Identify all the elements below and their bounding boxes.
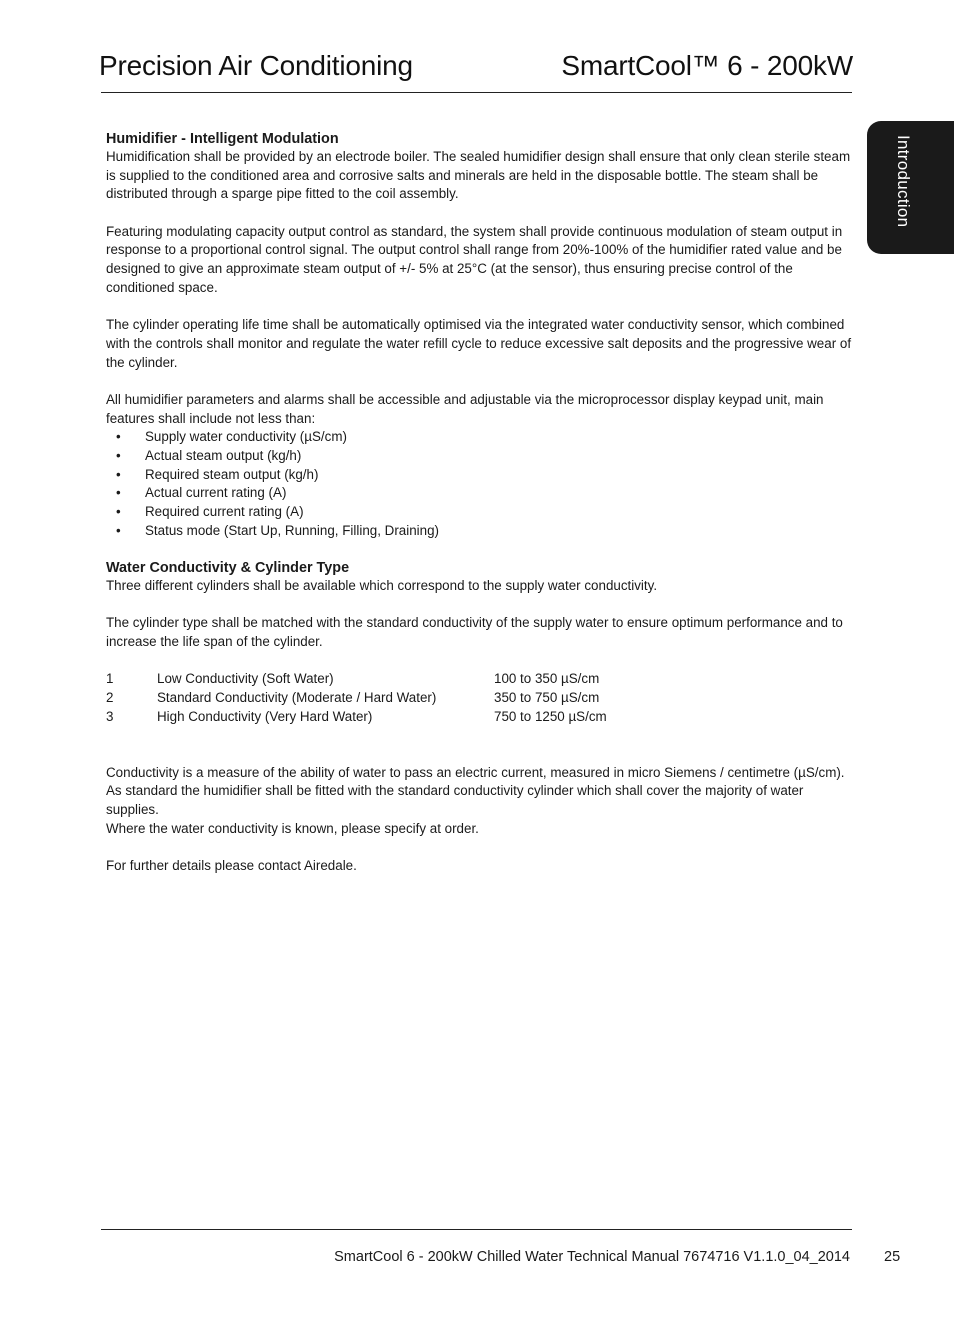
footer-manual-title: SmartCool 6 - 200kW Chilled Water Technical Manual 7674716 V1.1.0_04_2014 (334, 1249, 850, 1265)
features-list (106, 428, 854, 540)
list-item: • Supply water conductivity (µS/cm) (106, 428, 854, 447)
paragraph: Three different cylinders shall be available which correspond to the supply water conductivity. (106, 578, 658, 594)
table-cell-type: High Conductivity (Very Hard Water) (157, 708, 373, 724)
side-tab-label: Introduction (894, 135, 913, 228)
paragraph: The cylinder type shall be matched with the standard conductivity of the supply water to ensure optimum performance and to increase the life span of the cylinder. (106, 615, 843, 650)
table-cell-number: 2 (106, 690, 114, 706)
table-cell-range: 350 to 750 µS/cm (494, 690, 600, 706)
header-left-title: Precision Air Conditioning (99, 50, 413, 81)
list-item: • Required current rating (A) (106, 503, 854, 522)
table-cell-type: Low Conductivity (Soft Water) (157, 671, 334, 687)
header-right-title: SmartCool™ 6 - 200kW (561, 50, 853, 81)
section-heading-humidifier: Humidifier - Intelligent Modulation (106, 131, 339, 147)
contact-note: For further details please contact Airedale. (106, 858, 357, 874)
paragraph: Humidification shall be provided by an electrode boiler. The sealed humidifier design shall ensure that only clean sterile steam is supplied to the conditioned area and corrosive salts and minerals are held in the disposable bottle. The steam shall be distributed through a sparge pipe fitted to the coil assembly. (106, 149, 851, 202)
page-number: 25 (884, 1249, 901, 1265)
paragraph: As standard the humidifier shall be fitted with the standard conductivity cylinder which shall cover the majority of water supplies. (106, 783, 804, 818)
conductivity-table (106, 670, 706, 726)
table-row (106, 670, 706, 689)
page-content (106, 130, 854, 876)
header-divider (101, 92, 852, 93)
table-cell-number: 1 (106, 671, 114, 687)
paragraph: Where the water conductivity is known, please specify at order. (106, 820, 479, 836)
list-item: • Actual steam output (kg/h) (106, 447, 854, 466)
paragraph: The cylinder operating life time shall be automatically optimised via the integrated water conductivity sensor, which combined with the controls shall monitor and regulate the water refill cycle to reduce excessive salt deposits and the progressive wear of the cylinder. (106, 317, 852, 370)
footer-divider (101, 1229, 852, 1230)
paragraph: All humidifier parameters and alarms shall be accessible and adjustable via the microprocessor display keypad unit, main features shall include not less than: (106, 391, 824, 426)
table-row (106, 708, 706, 727)
table-cell-number: 3 (106, 708, 114, 724)
table-cell-type: Standard Conductivity (Moderate / Hard Water) (157, 690, 437, 706)
table-row (106, 689, 706, 708)
table-cell-range: 750 to 1250 µS/cm (494, 708, 607, 724)
section-side-tab (867, 121, 954, 254)
paragraph: Featuring modulating capacity output control as standard, the system shall provide continuous modulation of steam output in response to a proportional control signal. The output control shall range from 20%-100% of the humidifier rated value and be designed to give an approximate steam output of +/- 5% at 25°C (at the sensor), thus ensuring precise control of the conditioned space. (106, 223, 843, 295)
list-item: • Required steam output (kg/h) (106, 466, 854, 485)
table-cell-range: 100 to 350 µS/cm (494, 671, 600, 687)
list-item: • Status mode (Start Up, Running, Filling, Draining) (106, 522, 854, 541)
section-heading-conductivity: Water Conductivity & Cylinder Type (106, 560, 350, 577)
paragraph: Conductivity is a measure of the ability of water to pass an electric current, measured in micro Siemens / centimetre (µS/cm). (106, 764, 845, 780)
list-item: • Actual current rating (A) (106, 484, 854, 503)
